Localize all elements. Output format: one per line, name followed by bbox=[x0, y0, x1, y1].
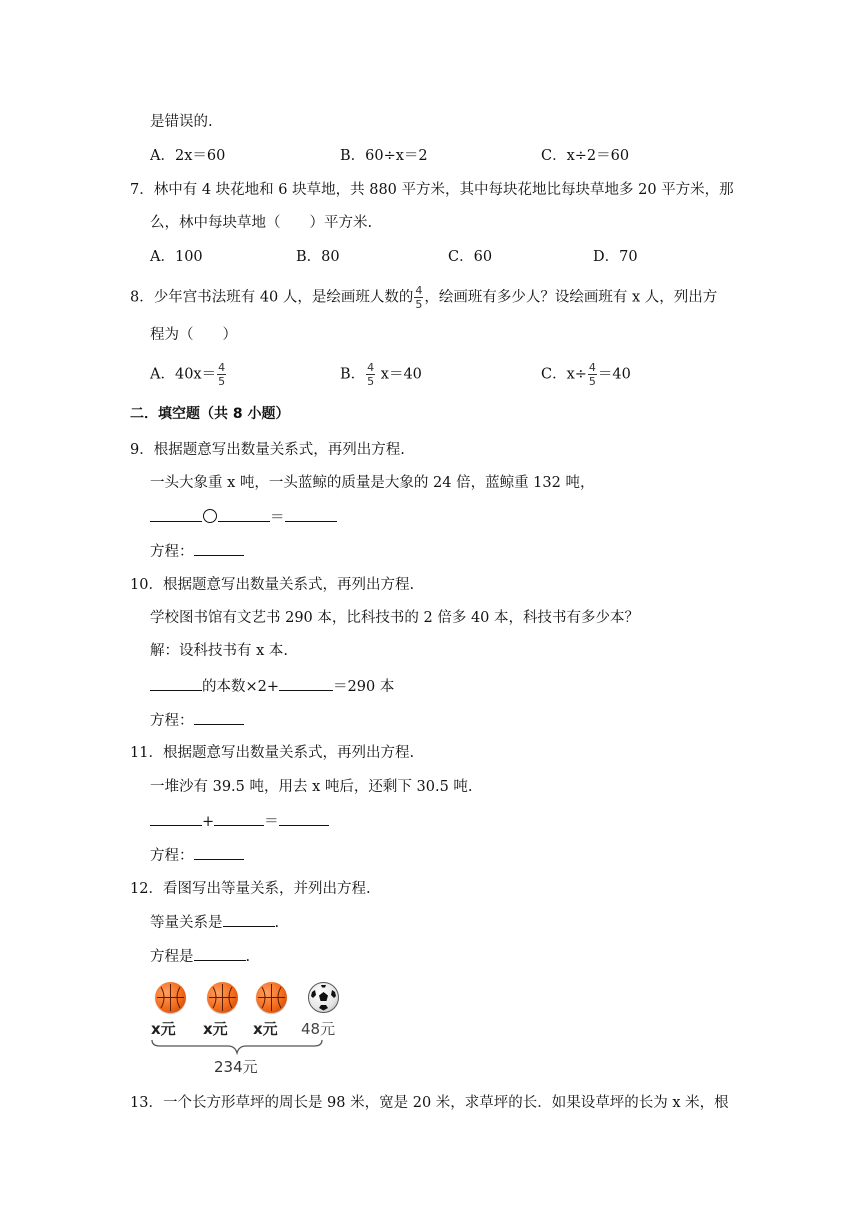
q8-line1-b: ，绘画班有多少人？设绘画班有 x 人，列出方 bbox=[424, 289, 718, 306]
q9-title: 9．根据题意写出数量关系式，再列出方程. bbox=[130, 442, 405, 458]
q11-title: 11．根据题意写出数量关系式，再列出方程. bbox=[130, 745, 415, 761]
q10-equation: 方程： bbox=[150, 710, 244, 731]
answer-blank[interactable] bbox=[194, 541, 244, 556]
answer-blank[interactable] bbox=[150, 507, 202, 522]
basketball-icon bbox=[207, 982, 238, 1013]
answer-blank[interactable] bbox=[279, 676, 333, 691]
q9-equation: 方程： bbox=[150, 541, 244, 562]
q10-title: 10．根据题意写出数量关系式，再列出方程. bbox=[130, 577, 415, 593]
answer-blank[interactable] bbox=[285, 507, 337, 522]
q12-relation: 等量关系是 . bbox=[150, 912, 279, 933]
q12-equation: 方程是 . bbox=[150, 946, 250, 967]
fraction-four-fifths: $\frac{4}{5}$ bbox=[588, 361, 596, 388]
answer-blank[interactable] bbox=[194, 845, 244, 860]
fraction-four-fifths: $\frac{4}{5}$ bbox=[415, 284, 423, 311]
section-heading-fill-in: 二．填空题（共 8 小题） bbox=[130, 406, 290, 422]
q7-option-a: A．100 bbox=[150, 249, 203, 265]
q10-text: 学校图书馆有文艺书 290 本，比科技书的 2 倍多 40 本，科技书有多少本？ bbox=[150, 610, 640, 626]
basketball-icon bbox=[155, 982, 186, 1013]
q8-option-c: C．x÷ $\frac{4}{5}$ ＝40 bbox=[541, 361, 631, 388]
q7-option-d: D．70 bbox=[593, 249, 638, 265]
total-brace bbox=[150, 1038, 325, 1058]
q9-text: 一头大象重 x 吨，一头蓝鲸的质量是大象的 24 倍，蓝鲸重 132 吨， bbox=[150, 475, 595, 491]
q11-equation: 方程： bbox=[150, 845, 244, 866]
q10-relation: 的本数×2+ ＝290 本 bbox=[150, 676, 394, 697]
price-label: x元 bbox=[253, 1020, 278, 1038]
q7-line1: 7．林中有 4 块花地和 6 块草地，共 880 平方米，其中每块花地比每块草地多 20 平方米，那 bbox=[130, 182, 734, 198]
answer-blank[interactable] bbox=[218, 507, 270, 522]
operator-circle[interactable] bbox=[203, 509, 217, 523]
q7-option-b: B．80 bbox=[296, 249, 340, 265]
answer-blank[interactable] bbox=[279, 811, 329, 826]
answer-blank[interactable] bbox=[150, 811, 202, 826]
q8-line1 bbox=[130, 285, 717, 310]
q12-title: 12．看图写出等量关系，并列出方程. bbox=[130, 881, 371, 897]
q11-text: 一堆沙有 39.5 吨，用去 x 吨后，还剩下 30.5 吨. bbox=[150, 779, 473, 795]
answer-blank[interactable] bbox=[150, 676, 202, 691]
q8-line1-a: 8．少年宫书法班有 40 人，是绘画班人数的 bbox=[130, 289, 414, 306]
q6-option-c: C．x÷2＝60 bbox=[541, 148, 630, 164]
price-label: x元 bbox=[151, 1020, 176, 1038]
q6-continuation: 是错误的. bbox=[150, 114, 213, 130]
q6-option-b: B．60÷x＝2 bbox=[340, 148, 428, 164]
basketball-icon bbox=[256, 982, 287, 1013]
q9-relation: ＝ bbox=[150, 507, 337, 528]
ball-price-figure bbox=[150, 982, 350, 1077]
price-label: 48元 bbox=[301, 1020, 336, 1038]
answer-blank[interactable] bbox=[223, 912, 275, 927]
total-price-label: 234元 bbox=[214, 1058, 258, 1076]
price-label: x元 bbox=[203, 1020, 228, 1038]
answer-blank[interactable] bbox=[194, 710, 244, 725]
q11-relation: + ＝ bbox=[150, 811, 329, 832]
q13-line1: 13．一个长方形草坪的周长是 98 米，宽是 20 米，求草坪的长．如果设草坪的长为 x 米，根 bbox=[130, 1095, 729, 1111]
q10-solution: 解：设科技书有 x 本. bbox=[150, 643, 289, 659]
q8-option-a: A．40x＝ $\frac{4}{5}$ bbox=[150, 361, 226, 388]
answer-blank[interactable] bbox=[214, 811, 264, 826]
q8-option-b: B． $\frac{4}{5}$ x＝40 bbox=[340, 361, 422, 388]
q6-option-a: A．2x＝60 bbox=[150, 148, 226, 164]
q7-line2: 么，林中每块草地（ ）平方米. bbox=[150, 215, 373, 231]
answer-blank[interactable] bbox=[194, 946, 246, 961]
fraction-four-fifths: $\frac{4}{5}$ bbox=[367, 361, 375, 388]
q7-option-c: C．60 bbox=[448, 249, 493, 265]
soccer-ball-icon bbox=[308, 982, 339, 1013]
fraction-four-fifths: $\frac{4}{5}$ bbox=[218, 361, 226, 388]
q8-line2: 程为（ ） bbox=[150, 327, 237, 343]
